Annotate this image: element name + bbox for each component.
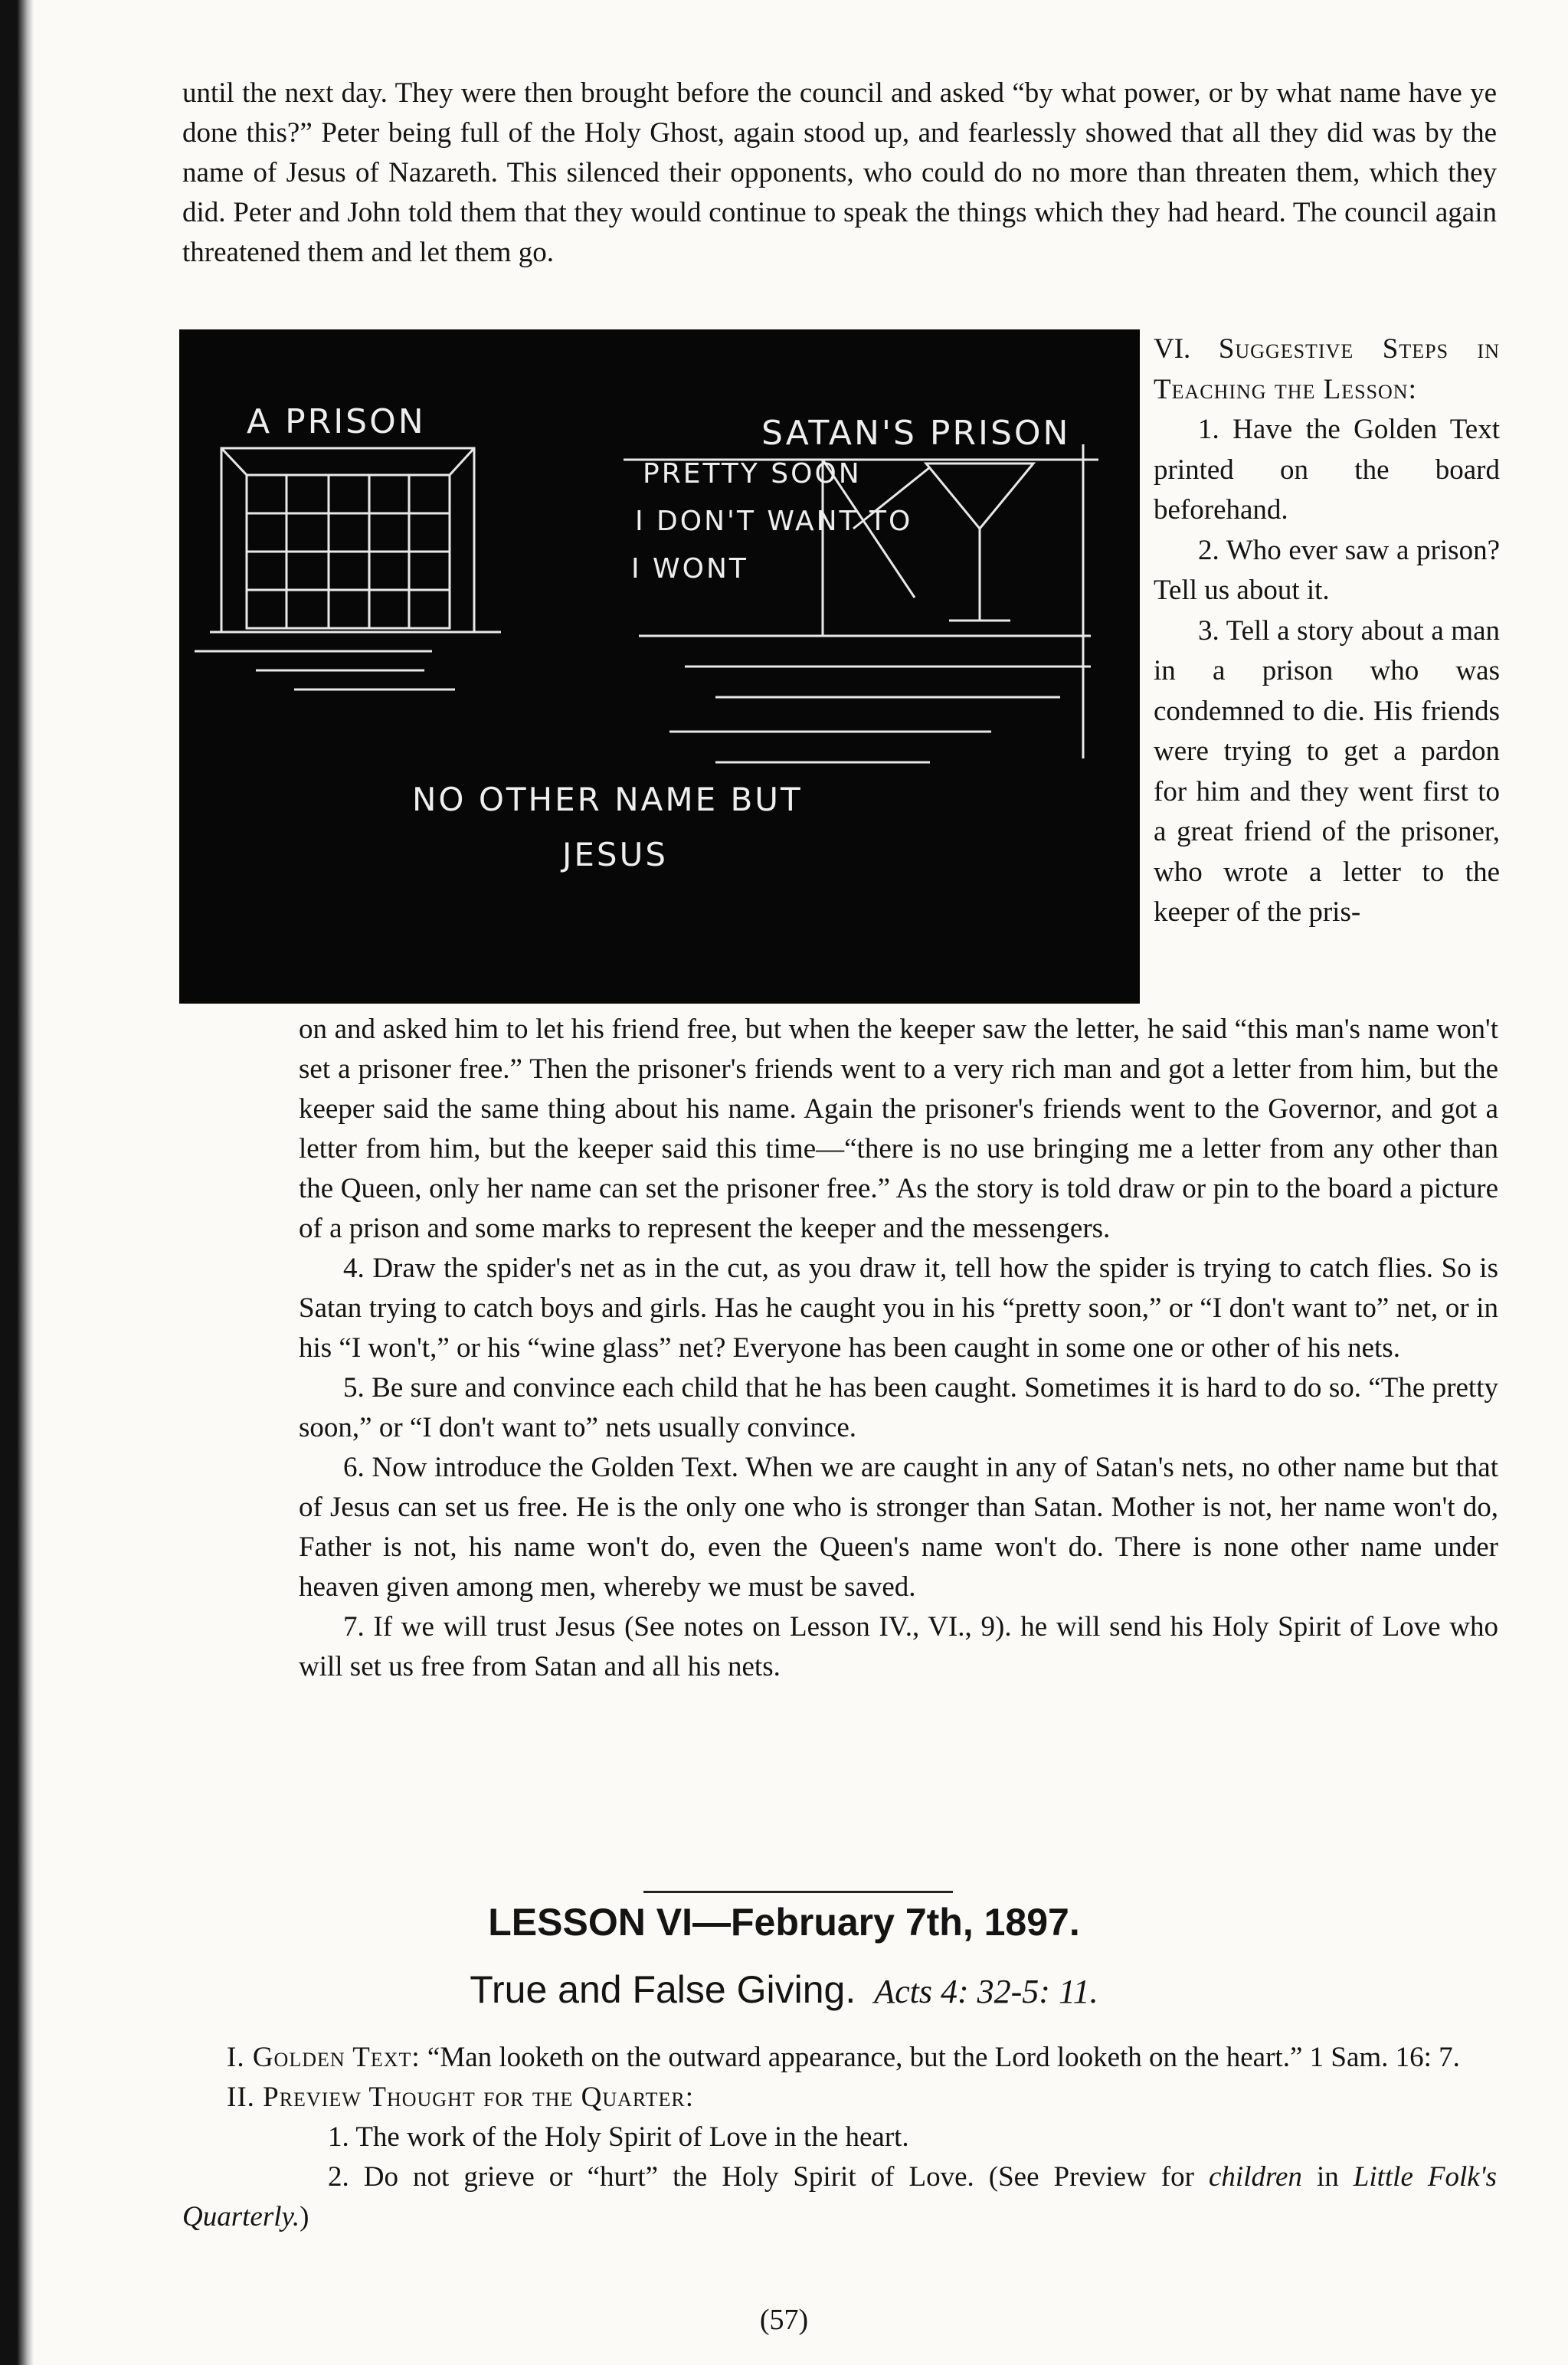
step-5: 5. Be sure and convince each child that he has been caught. Sometimes it is hard to do so. “The pretty soon,” or “I don't want to” nets usually convince. — [299, 1372, 1498, 1443]
lesson-body — [182, 2038, 1497, 2237]
preview-item-2-close: ) — [300, 2201, 309, 2232]
step-3-start: 3. Tell a story about a man in a prison who was condemned to die. His friends were trying to get a pardon for him and they went first to a great friend of the prisoner, who wrote a letter to the keeper of the pris- — [1154, 614, 1500, 928]
preview-item-1: 1. The work of the Holy Spirit of Love in the heart. — [328, 2121, 909, 2153]
preview-item-2 — [182, 2157, 1497, 2237]
net-line-2: I DON'T WANT TO — [635, 506, 913, 537]
blackboard-left-title: A PRISON — [247, 402, 426, 441]
section-vi-heading — [1154, 329, 1500, 410]
step-6: 6. Now introduce the Golden Text. When we are caught in any of Satan's nets, no other name but that of Jesus can set us free. He is the only one who is stronger than Satan. Mother is not, her name won't do, Father is not, his name won't do, even the Queen's name won't do. There is none other name under heaven given among men, whereby we must be saved. — [299, 1452, 1498, 1603]
lesson-title: True and False Giving. — [470, 1968, 856, 2011]
step-2: 2. Who ever saw a prison? Tell us about it. — [1154, 534, 1500, 606]
step-4: 4. Draw the spider's net as in the cut, as you draw it, tell how the spider is trying to catch flies. So is Satan trying to catch boys and girls. Has he caught you in his “pretty soon,” or “I don't want to” net, or in his “I won't,” or his “wine glass” net? Everyone has been caught in some one or other of his nets. — [299, 1253, 1498, 1364]
satans-prison-drawing — [624, 444, 1098, 762]
blackboard-right-title: SATAN'S PRISON — [761, 414, 1071, 453]
step-7: 7. If we will trust Jesus (See notes on Lesson IV., VI., 9). he will send his Holy Spirit of Love who will set us free from Satan and all his nets. — [299, 1611, 1498, 1682]
blackboard-bottom-line-2: JESUS — [562, 836, 668, 873]
page-number: (57) — [759, 2304, 809, 2336]
section-vi-roman: VI. — [1154, 333, 1191, 365]
preview-item-2-publication: Little Folk's Quarterly. — [182, 2161, 1498, 2232]
prison-drawing — [195, 448, 501, 690]
blackboard-illustration — [179, 329, 1140, 1004]
section-vi-side-column — [1154, 329, 1500, 933]
preview-item-2-text: 2. Do not grieve or “hurt” the Holy Spirit of Love. (See Preview for — [328, 2161, 1194, 2193]
net-line-1: PRETTY SOON — [643, 458, 862, 490]
step-3-continued: on and asked him to let his friend free, but when the keeper saw the letter, he said “this man's name won't set a prisoner free.” Then the prisoner's friends went to a very rich man and got a letter from him, but the keeper said the same thing about his name. Again the prisoner's friends went to the Governor, and got a letter from him, but the keeper said this time—“there is no use bringing me a letter from any other than the Queen, only her name can set the prisoner free.” As the story is told draw or pin to the board a picture of a prison and some marks to represent the keeper and the messengers. — [299, 1014, 1498, 1244]
lesson-divider — [643, 1891, 953, 1893]
blackboard-drawing — [179, 329, 1140, 1004]
lesson-subheading — [0, 1967, 1568, 2012]
golden-text-label: I. Golden Text: — [227, 2042, 421, 2073]
section-vi-title: Suggestive Steps in Teaching the Lesson: — [1154, 333, 1500, 405]
golden-text — [182, 2038, 1497, 2078]
golden-text-body: “Man looketh on the outward appearance, but the Lord looketh on the heart.” 1 Sam. 16: 7. — [427, 2042, 1460, 2073]
preview-label: II. Preview Thought for the Quarter: — [227, 2082, 695, 2113]
steps-continued — [299, 1010, 1498, 1687]
net-line-3: I WONT — [631, 553, 748, 585]
wine-glass-bowl — [926, 464, 1033, 529]
preview-item-2-in: in — [1316, 2161, 1339, 2193]
preview-item-2-children: children — [1208, 2161, 1302, 2193]
step-1: 1. Have the Golden Text printed on the board beforehand. — [1154, 414, 1500, 526]
blackboard-bottom-line-1: NO OTHER NAME BUT — [412, 781, 803, 818]
preview-heading — [182, 2078, 1497, 2118]
lesson-heading: LESSON VI—February 7th, 1897. — [488, 1901, 1080, 1944]
top-paragraph: until the next day. They were then brought before the council and asked “by what power, or by what name have ye done this?” Peter being full of the Holy Ghost, again stood up, and fearlessly showed that all they did was by the name of Jesus of Nazareth. This silenced their opponents, who could do no more than threaten them, which they did. Peter and John told them that they would continue to speak the things which they had heard. The council again threatened them and let them go. — [182, 77, 1497, 268]
lesson-reference: Acts 4: 32-5: 11. — [874, 1973, 1098, 2010]
